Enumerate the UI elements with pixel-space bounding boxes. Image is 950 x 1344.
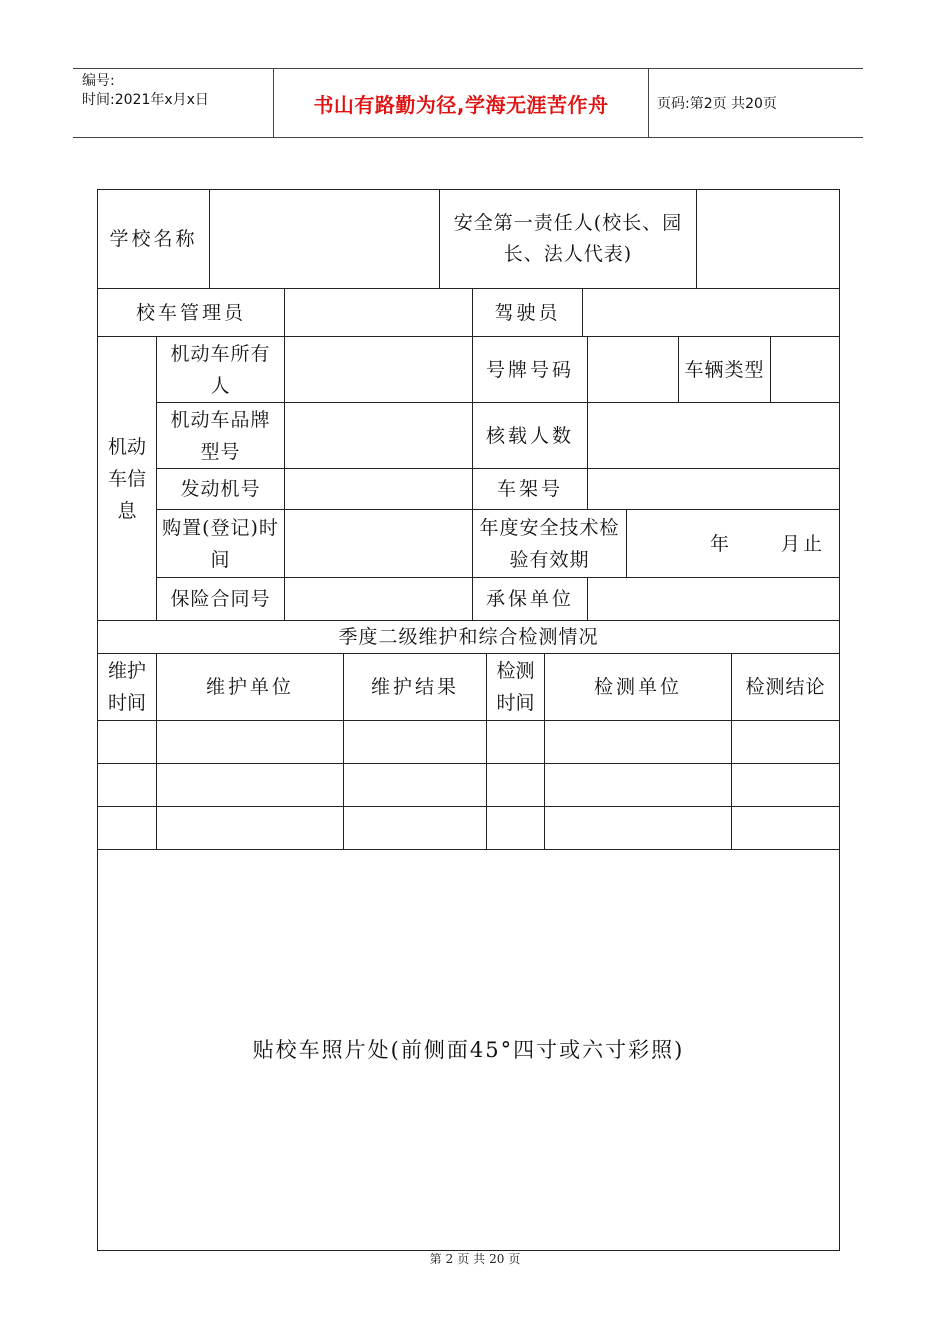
page-footer bbox=[0, 1250, 950, 1267]
table-row-3-cell-3[interactable] bbox=[343, 806, 487, 850]
page-info-text: 页码:第2页 共20页 bbox=[657, 96, 777, 112]
inspection-validity-label: 年度安全技术检验有效期 bbox=[472, 509, 627, 578]
footer-page-mid: 页 共 bbox=[457, 1252, 486, 1266]
frame-number-field[interactable] bbox=[587, 468, 840, 510]
purchase-time-label: 购置(登记)时间 bbox=[156, 509, 285, 578]
table-row-1-cell-4[interactable] bbox=[486, 720, 545, 764]
insurer-label: 承保单位 bbox=[472, 577, 588, 621]
table-row-2-cell-2[interactable] bbox=[156, 763, 344, 807]
bus-manager-field[interactable] bbox=[284, 288, 473, 337]
table-row-3-cell-6[interactable] bbox=[731, 806, 840, 850]
table-row-2-cell-3[interactable] bbox=[343, 763, 487, 807]
header-page-info bbox=[657, 69, 863, 137]
header-slogan bbox=[274, 69, 649, 137]
document-time-label: 时间:2021年x月x日 bbox=[82, 92, 209, 108]
footer-page-suffix: 页 bbox=[508, 1252, 521, 1266]
table-row-2-cell-4[interactable] bbox=[486, 763, 545, 807]
owner-label: 机动车所有人 bbox=[156, 336, 285, 403]
table-row-3-cell-1[interactable] bbox=[97, 806, 157, 850]
school-name-field[interactable] bbox=[209, 189, 440, 289]
col-header-inspection-unit: 检测单位 bbox=[544, 653, 732, 721]
bus-manager-label: 校车管理员 bbox=[97, 288, 285, 337]
table-row-3-cell-4[interactable] bbox=[486, 806, 545, 850]
table-row-1-cell-5[interactable] bbox=[544, 720, 732, 764]
document-number-label: 编号: bbox=[82, 73, 115, 89]
bus-photo-area[interactable] bbox=[97, 849, 840, 1251]
engine-number-field[interactable] bbox=[284, 468, 473, 510]
footer-page-number: 2 bbox=[445, 1252, 454, 1266]
school-bus-info-form bbox=[97, 189, 840, 1251]
col-header-inspection-conclusion: 检测结论 bbox=[731, 653, 840, 721]
footer-page-total: 20 bbox=[489, 1252, 505, 1266]
page-header bbox=[73, 68, 863, 138]
table-row-3-cell-2[interactable] bbox=[156, 806, 344, 850]
capacity-field[interactable] bbox=[587, 402, 840, 469]
bus-photo-label: 贴校车照片处(前侧面45°四寸或六寸彩照) bbox=[252, 1038, 685, 1062]
inspection-validity-field[interactable]: 年 月止 bbox=[626, 509, 840, 578]
insurance-contract-field[interactable] bbox=[284, 577, 473, 621]
table-row-1-cell-6[interactable] bbox=[731, 720, 840, 764]
table-row-3-cell-5[interactable] bbox=[544, 806, 732, 850]
insurer-field[interactable] bbox=[587, 577, 840, 621]
plate-label: 号牌号码 bbox=[472, 336, 588, 403]
insurance-contract-label: 保险合同号 bbox=[156, 577, 285, 621]
school-name-label: 学校名称 bbox=[97, 189, 210, 289]
driver-field[interactable] bbox=[582, 288, 840, 337]
plate-field[interactable] bbox=[587, 336, 679, 403]
col-header-maintenance-result: 维护结果 bbox=[343, 653, 487, 721]
owner-field[interactable] bbox=[284, 336, 473, 403]
vehicle-info-label: 机动车信息 bbox=[97, 336, 157, 621]
header-meta bbox=[73, 69, 274, 137]
vehicle-type-field[interactable] bbox=[770, 336, 840, 403]
frame-number-label: 车架号 bbox=[472, 468, 588, 510]
col-header-maintenance-time: 维护时间 bbox=[97, 653, 157, 721]
table-row-2-cell-5[interactable] bbox=[544, 763, 732, 807]
engine-number-label: 发动机号 bbox=[156, 468, 285, 510]
footer-page-prefix: 第 bbox=[429, 1252, 442, 1266]
safety-responsible-label: 安全第一责任人(校长、园长、法人代表) bbox=[439, 189, 697, 289]
capacity-label: 核载人数 bbox=[472, 402, 588, 469]
table-row-2-cell-6[interactable] bbox=[731, 763, 840, 807]
maintenance-section-title: 季度二级维护和综合检测情况 bbox=[97, 620, 840, 654]
brand-model-field[interactable] bbox=[284, 402, 473, 469]
col-header-inspection-time: 检测时间 bbox=[486, 653, 545, 721]
purchase-time-field[interactable] bbox=[284, 509, 473, 578]
brand-model-label: 机动车品牌型号 bbox=[156, 402, 285, 469]
slogan-text: 书山有路勤为径,学海无涯苦作舟 bbox=[313, 92, 609, 117]
table-row-1-cell-3[interactable] bbox=[343, 720, 487, 764]
col-header-maintenance-unit: 维护单位 bbox=[156, 653, 344, 721]
table-row-1-cell-1[interactable] bbox=[97, 720, 157, 764]
vehicle-type-label: 车辆类型 bbox=[678, 336, 771, 403]
table-row-1-cell-2[interactable] bbox=[156, 720, 344, 764]
safety-responsible-field[interactable] bbox=[696, 189, 840, 289]
driver-label: 驾驶员 bbox=[472, 288, 583, 337]
table-row-2-cell-1[interactable] bbox=[97, 763, 157, 807]
